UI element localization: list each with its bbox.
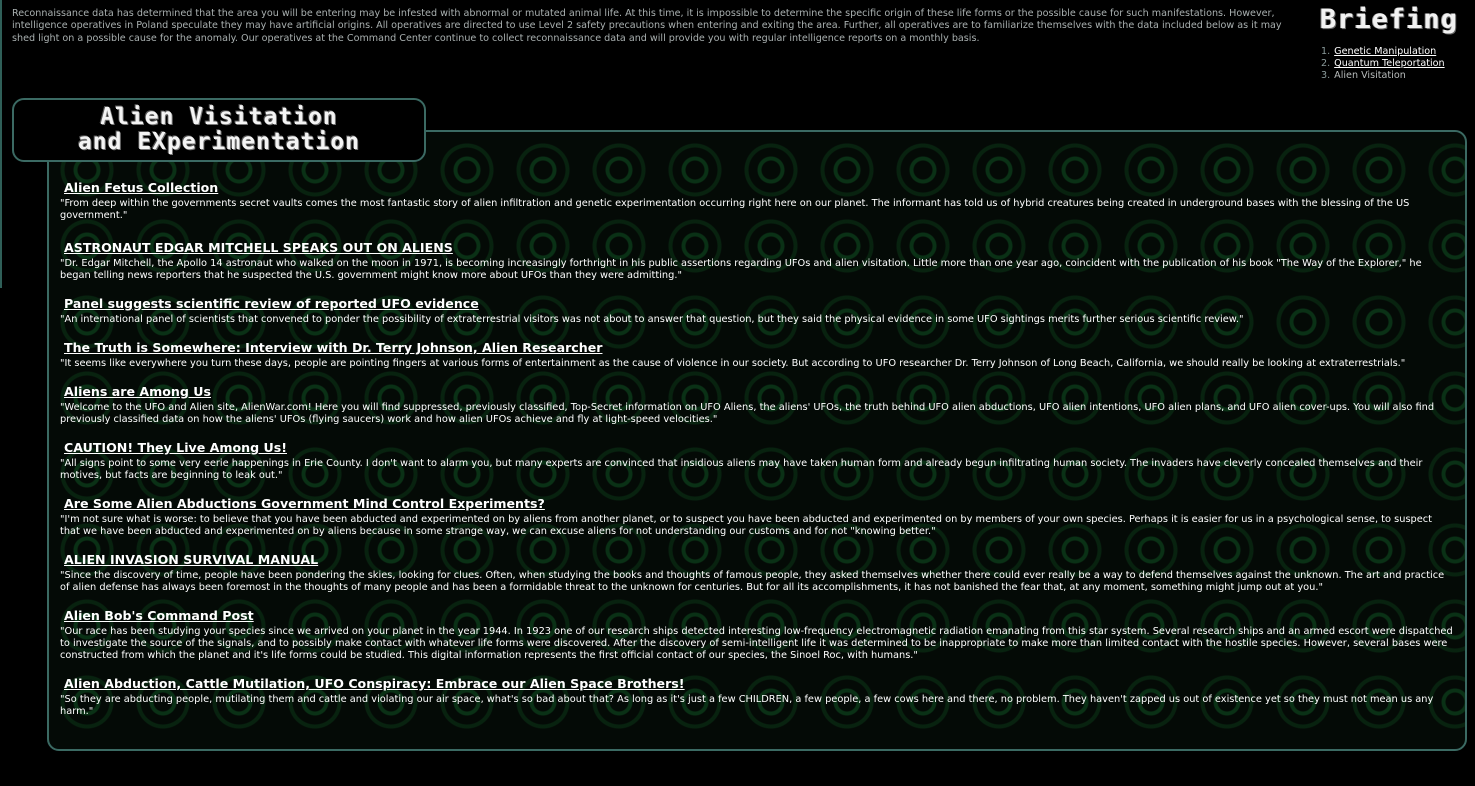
article-title-link[interactable]: Alien Fetus Collection [64,180,219,195]
article-title-link[interactable]: Alien Abduction, Cattle Mutilation, UFO Conspiracy: Embrace our Alien Space Brothers! [64,676,685,691]
intro-paragraph: Reconnaissance data has determined that the area you will be entering may be infested with abnormal or mutated animal life. At this time, it is impossible to determine the specific origin of these life forms or the possible cause for such manifestations. However, intelligence operatives in Poland speculate they may have artificial origins. All operatives are directed to use Level 2 safety precautions when entering and exiting the area. Further, all operatives are to familiarize themselves with the data included below as it may shed light on a possible cause for the anomaly. Our operatives at the Command Center continue to collect reconnaissance data and will provide you with regular intelligence reports on a monthly basis. [12,8,1282,44]
article-title-link[interactable]: CAUTION! They Live Among Us! [64,440,287,455]
genetic-manipulation-link[interactable]: Genetic Manipulation [1334,46,1437,57]
briefing-item-number: 3. [1321,70,1331,81]
article-item [60,496,1455,538]
article-title-link[interactable]: Alien Bob's Command Post [64,608,254,623]
article-item [60,296,1455,326]
section-title [78,105,360,155]
section-title-line-2: and EXperimentation [77,129,361,155]
briefing-nav [1318,4,1468,82]
article-title-link[interactable]: Panel suggests scientific review of reported UFO evidence [64,296,479,311]
article-description: "Our race has been studying your species since we arrived on your planet in the year 1944. In 1923 one of our research ships detected interesting low-frequency electromagnetic radiation emanating from this star system. Several research ships and an armed escort were dispatched to investigate the source of the signals, and to possibly make contact with whatever life forms were discovered. After the discovery of semi-intelligent life it was determined to be inappropriate to make more than limited contact with the hostile species. However, several bases were constructed from which the planet and it's life forms could be studied. This digital information represents the first official contact of our species, the Sinoel Roc, with humans." [60,626,1453,661]
section-title-line-1: Alien Visitation [100,104,338,130]
article-description: "It seems like everywhere you turn these days, people are pointing fingers at various forms of entertainment as the cause of violence in our society. But according to UFO researcher Dr. Terry Johnson of Long Beach, California, we should really be looking at extraterrestrials." [60,358,1406,369]
article-title-link[interactable]: Are Some Alien Abductions Government Mind Control Experiments? [64,496,545,511]
article-title-link[interactable]: ASTRONAUT EDGAR MITCHELL SPEAKS OUT ON ALIENS [64,240,453,255]
article-item [60,676,1455,718]
briefing-item-quantum-teleportation [1318,58,1468,70]
article-item [60,240,1455,282]
briefing-item-alien-visitation [1318,70,1468,82]
article-title-link[interactable]: ALIEN INVASION SURVIVAL MANUAL [64,552,319,567]
article-description: "All signs point to some very eerie happenings in Erie County. I don't want to alarm you, but many experts are convinced that insidious aliens may have taken human form and already begun infiltrating human society. The invaders have cleverly concealed themselves and their motives, but facts are beginning to leak out." [60,458,1423,481]
briefing-item-number: 1. [1321,46,1331,57]
alien-visitation-current: Alien Visitation [1334,70,1406,81]
article-description: "Since the discovery of time, people have been pondering the skies, looking for clues. Often, when studying the books and thoughts of famous people, they asked themselves whether there could ever really be a way to defend themselves against the unknown. The art and practice of alien defense has always been foremost in the thoughts of many people and has been a formidable threat to the unknown for centuries. But for all its accomplishments, it has not banished the fear that, at any moment, something might jump out at you." [60,570,1445,593]
article-item [60,440,1455,482]
article-description: "So they are abducting people, mutilating them and cattle and violating our air space, what's so bad about that? As long as it's just a few CHILDREN, a few people, a few cows here and there, no problem. They haven't zapped us out of existence yet so they must not mean us any harm." [60,694,1434,717]
article-description: "I'm not sure what is worse: to believe that you have been abducted and experimented on by aliens from another planet, or to suspect you have been abducted and experimented on by members of your own species. Perhaps it is easier for us in a psychological sense, to suspect that we have been abducted and experimented on by aliens because in some strange way, we can excuse aliens for not understanding our customs and for not "knowing better." [60,514,1433,537]
briefing-item-number: 2. [1321,58,1331,69]
article-item [60,180,1455,222]
quantum-teleportation-link[interactable]: Quantum Teleportation [1334,58,1445,69]
article-item [60,340,1455,370]
article-item [60,552,1455,594]
article-title-link[interactable]: Aliens are Among Us [64,384,212,399]
article-description: "Welcome to the UFO and Alien site, AlienWar.com! Here you will find suppressed, previously classified, Top-Secret information on UFO Aliens, the aliens' UFOs, the truth behind UFO alien abductions, UFO alien intentions, UFO alien plans, and UFO alien cover-ups. You will also find previously classified data on how the aliens' UFOs (flying saucers) work and how alien UFOs achieve and fly at light-speed velocities." [60,402,1435,425]
article-description: "Dr. Edgar Mitchell, the Apollo 14 astronaut who walked on the moon in 1971, is becoming increasingly forthright in his public assertions regarding UFOs and alien visitation. Little more than one year ago, coincident with the publication of his book "The Way of the Explorer," he began telling news reporters that he suspected the U.S. government might know more about UFOs than they were admitting." [60,258,1422,281]
article-description: "An international panel of scientists that convened to ponder the possibility of extraterrestrial visitors was not about to answer that question, but they said the physical evidence in some UFO sightings merits further serious scientific review." [60,314,1244,325]
section-title-tab [12,98,426,162]
article-list [60,180,1455,718]
article-description: "From deep within the governments secret vaults comes the most fantastic story of alien infiltration and genetic experimentation occurring right here on our planet. The informant has told us of hybrid creatures being created in underground bases with the blessing of the US government." [60,198,1410,221]
briefing-title: Briefing [1320,4,1459,35]
briefing-list [1318,46,1468,82]
article-item [60,384,1455,426]
left-border-rule [0,0,2,288]
article-item [60,608,1455,662]
briefing-item-genetic-manipulation [1318,46,1468,58]
article-title-link[interactable]: The Truth is Somewhere: Interview with Dr. Terry Johnson, Alien Researcher [64,340,603,355]
